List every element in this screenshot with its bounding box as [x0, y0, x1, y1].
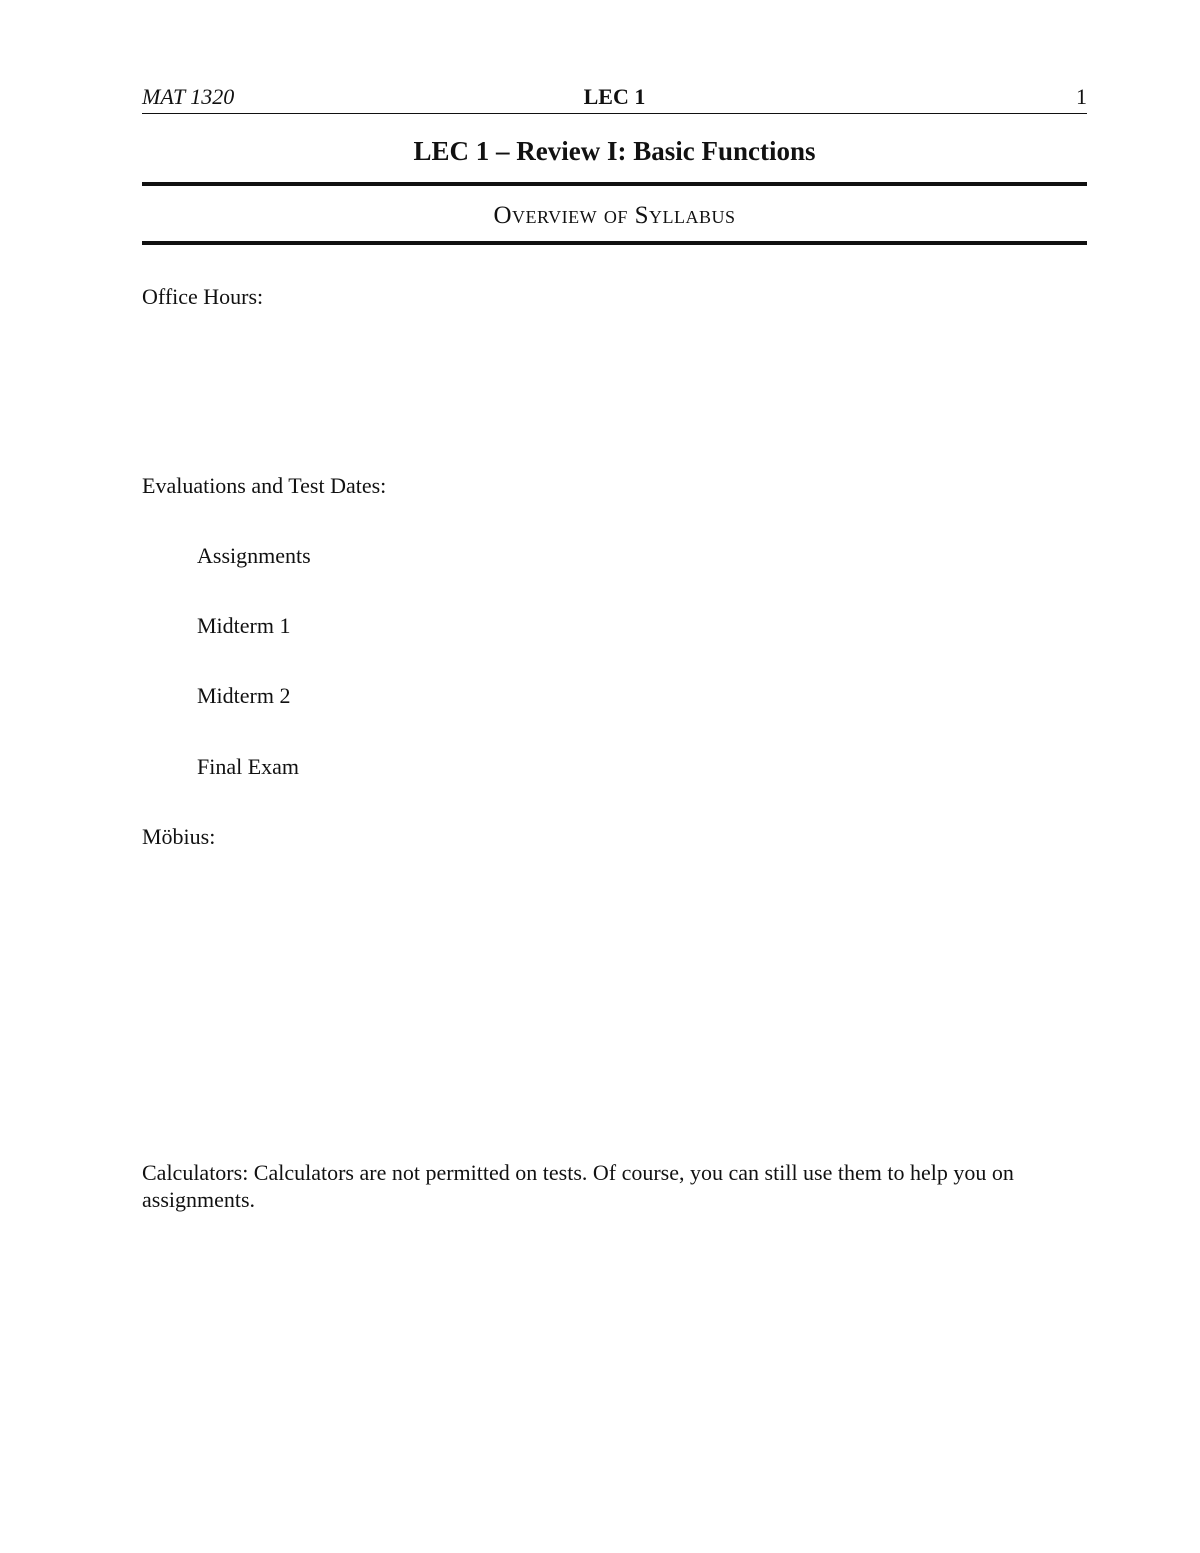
evaluation-item-final-exam: Final Exam: [197, 754, 300, 779]
office-hours-label: Office Hours:: [142, 284, 264, 309]
evaluation-item-midterm-1: Midterm 1: [197, 613, 291, 638]
title-rule: [142, 182, 1087, 186]
section-title: Overview of Syllabus: [493, 202, 736, 229]
evaluation-item-midterm-2: Midterm 2: [197, 683, 291, 708]
evaluation-item-assignments: Assignments: [197, 543, 311, 568]
header-rule: [142, 113, 1087, 114]
mobius-label: Möbius:: [142, 824, 216, 849]
course-code: MAT 1320: [142, 84, 235, 109]
section-rule: [142, 241, 1087, 245]
lecture-label: LEC 1: [583, 84, 646, 109]
evaluations-label: Evaluations and Test Dates:: [142, 473, 387, 498]
calculators-paragraph: Calculators: Calculators are not permitted on tests. Of course, you can still use them to help you on assignments.: [142, 1160, 1014, 1212]
lecture-title: LEC 1 – Review I: Basic Functions: [413, 136, 816, 166]
running-header: [142, 84, 1087, 110]
page-number: 1: [1076, 84, 1087, 109]
